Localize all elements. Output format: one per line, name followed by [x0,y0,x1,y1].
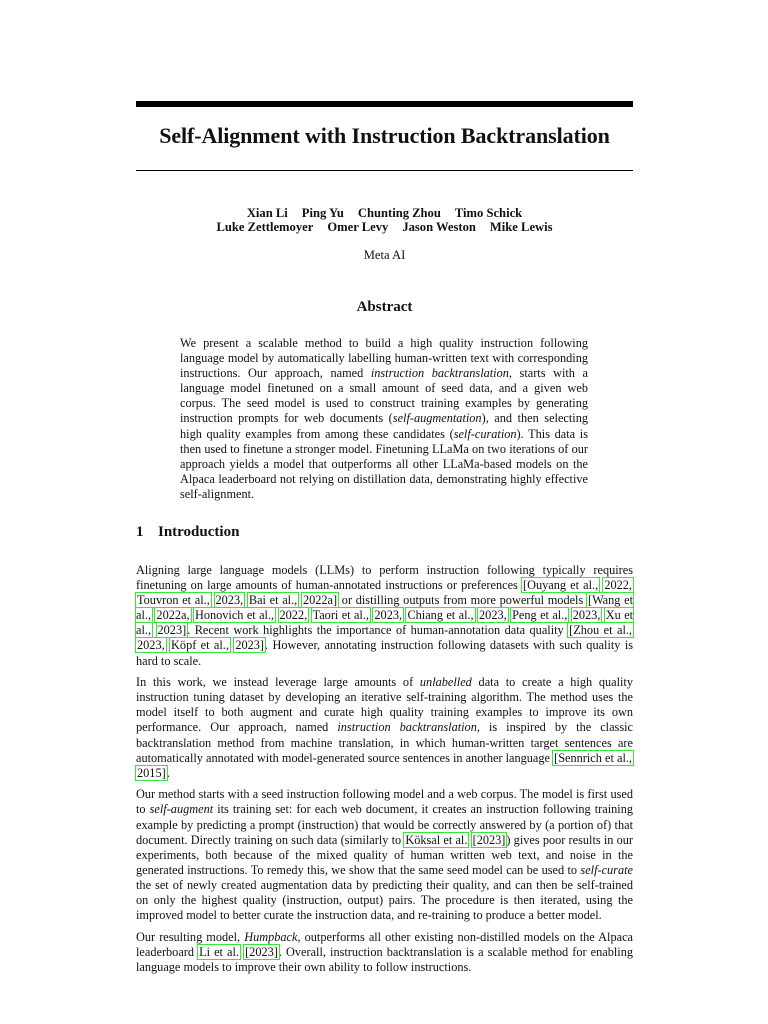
paragraph [136,787,633,923]
citation-link[interactable]: Honovich et al., [194,608,275,623]
text-span: data to create a high quality instruction tuning dataset by developing an iterative self-training algorithm. The method uses the model itself to both augment and curate high quality training examples to improve its own performance. Our approach, named [136,675,633,735]
title-rule-top [136,101,633,107]
emphasis: unlabelled [419,675,472,690]
emphasis: instruction backtranslation [337,720,477,735]
citation-link[interactable]: 2023, [572,608,601,623]
author: Chunting Zhou [357,206,441,220]
citation-link[interactable]: 2015] [137,765,166,780]
paragraph [136,675,633,781]
authors-row-2 [136,220,633,235]
abstract-emphasis: self-curation [453,426,517,441]
citation-link[interactable]: Köpf et al., [171,638,229,653]
text-span: . However, annotating instruction following datasets with such quality is hard to scale. [136,638,634,668]
citation-link[interactable]: 2022, [279,608,308,623]
abstract-span: ), and then selecting high quality examples from among these candidates ( [180,411,588,441]
text-span: . Overall, instruction backtranslation is a scalable method for enabling language models to improve their own ability to follow instructions. [136,944,634,974]
citation-link[interactable]: 2022a] [302,593,338,608]
citation-link[interactable]: 2023, [374,608,403,623]
abstract-span: ). This data is then used to finetune a stronger model. Finetuning LLaMa on two iterations of our approach yields a model that outperforms all other LLaMa-based models on the Alpaca leaderboard not relying on distillation data, demonstrating highly effective self-alignment. [180,426,588,501]
emphasis: Humpback [244,929,298,944]
citation-link[interactable]: Peng et al., [512,608,568,623]
author: Ping Yu [301,206,344,220]
author: Luke Zettlemoyer [216,220,314,234]
text-span: the set of newly created augmentation data by predicting their quality, and can then be self-trained on only the highest quality (instruction, output) pairs. The procedure is then iterated, using the improved model to better curate the instruction data, and re-training to produce a better model. [136,877,633,923]
citation-link[interactable]: 2023, [479,608,507,623]
intro-body [136,563,633,981]
citation-link[interactable]: [2023] [472,832,506,847]
citation-link[interactable]: 2023] [157,623,187,638]
citation-link[interactable]: 2023, [137,638,165,653]
section-number: 1 [136,524,144,540]
citation-link[interactable]: Chiang et al., [407,608,474,623]
abstract-text [180,336,588,502]
author: Timo Schick [454,206,523,220]
text-span: . Recent work highlights the importance of human-annotation data quality [187,623,569,638]
citation-link[interactable]: [Wang et al., [136,593,634,623]
citation-link[interactable]: 2022a, [156,608,190,623]
author: Xian Li [246,206,288,220]
paper-title: Self-Alignment with Instruction Backtranslation [159,123,610,148]
text-span: ) gives poor results in our experiments, both because of the mixed quality of human written web text, and noise in the generated instructions. To remedy this, we show that the same seed model can be used to [136,832,634,877]
text-span: or distilling outputs from more powerful models [338,593,587,608]
citation-link[interactable]: [2023] [245,944,278,959]
citation-link[interactable]: 2023, [215,593,244,608]
title-rule-bottom [136,170,633,171]
abstract-span: We present a scalable method to build a high quality instruction following language model by automatically labelling human-written text with corresponding instructions. Our approach, named [180,336,588,381]
citation-link[interactable]: Köksal et al. [405,832,468,847]
text-span: Aligning large language models (LLMs) to perform instruction following typically requires finetuning on large amounts of human-annotated instructions or preferences [136,563,633,593]
citation-link[interactable]: [Zhou et al., [569,623,633,638]
text-span: , is inspired by the classic backtranslation method from machine translation, in which human-written target sentences are automatically annotated with model-generated source sentences in another language [136,720,633,765]
citation-link[interactable]: 2022, [604,578,632,593]
authors-row-1 [136,206,633,221]
text-span: , outperforms all other existing non-distilled models on the Alpaca leaderboard [136,929,633,959]
author: Mike Lewis [489,220,553,234]
text-span: . [166,765,170,780]
citation-link[interactable]: Bai et al., [248,593,298,608]
text-span: its training set: for each web document, it creates an instruction following training example by predicting a prompt (instruction) that would be correctly answered by (a portion of) that document. Directly training on such data (similarly to [136,802,633,847]
citation-link[interactable]: Touvron et al., [137,593,210,608]
section-title: Introduction [158,524,240,540]
citation-link[interactable]: [Ouyang et al., [522,578,599,593]
text-span: In this work, we instead leverage large amounts of [136,675,420,690]
paragraph [136,930,633,975]
emphasis: self-curate [580,862,633,877]
text-span: Our resulting model, [136,929,245,944]
author: Jason Weston [402,220,476,234]
section-heading [136,524,239,541]
affiliation: Meta AI [363,248,406,262]
abstract-emphasis: self-augmentation [392,411,482,426]
citation-link[interactable]: [Sennrich et al., [554,750,633,765]
text-span: Our method starts with a seed instruction following model and a web corpus. The model is first used to [136,787,633,817]
abstract-emphasis: instruction backtranslation [370,366,509,381]
emphasis: self-augment [149,802,214,817]
abstract-span: , starts with a language model finetuned on a small amount of seed data, and a given web corpus. The seed model is used to construct training examples by generating instruction prompts for web documents ( [180,366,588,426]
citation-link[interactable]: Xu et al., [136,608,634,638]
citation-link[interactable]: Li et al. [199,944,239,959]
citation-link[interactable]: 2023] [235,638,265,653]
author: Omer Levy [327,220,389,234]
paragraph [136,563,633,669]
abstract-heading: Abstract [356,299,413,315]
citation-link[interactable]: Taori et al., [312,608,369,623]
